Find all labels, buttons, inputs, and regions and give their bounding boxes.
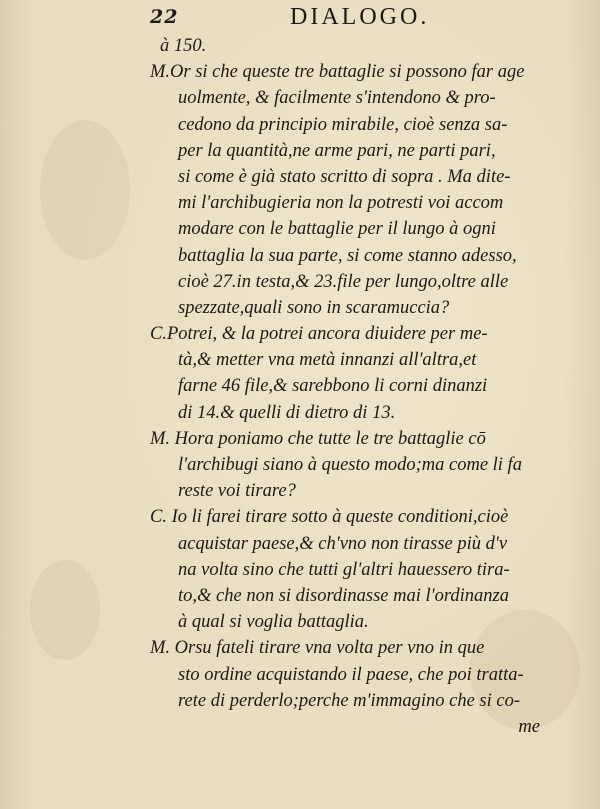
page-number: 22 [150, 6, 179, 28]
text-line: acquistar paese,& ch'vno non tirasse più d'v [178, 533, 508, 554]
text-line: si come è già stato scritto di sopra . Ma dite- [178, 166, 511, 187]
paper-stain [40, 120, 130, 260]
text-line: spezzate,quali sono in scaramuccia? [178, 297, 450, 318]
text-line: to,& che non si disordinasse mai l'ordinanza [178, 585, 509, 606]
text-line: mi l'archibugieria non la potresti voi accom [178, 193, 504, 214]
text-line: M. Hora poniamo che tutte le tre battaglie cō [150, 428, 486, 449]
text-line: à 150. [160, 36, 207, 56]
page-header [150, 4, 570, 32]
text-block [150, 33, 570, 740]
text-line: reste voi tirare? [178, 481, 296, 502]
text-line: M. Orsu fateli tirare vna volta per vno in que [150, 638, 485, 659]
text-line: cioè 27.in testa,& 23.file per lungo,oltre alle [178, 271, 509, 292]
running-title: DIALOGO. [290, 4, 430, 30]
text-line: tà,& metter vna metà innanzi all'altra,et [178, 350, 477, 371]
text-line: cedono da principio mirabile, cioè senza sa- [178, 114, 508, 135]
text-line: C. Io li farei tirare sotto à queste conditioni,cioè [150, 507, 509, 528]
text-line: per la quantità,ne arme pari, ne parti pari, [178, 140, 496, 161]
text-line: M.Or si che queste tre battaglie si possono far age [150, 62, 525, 83]
text-line: di 14.& quelli di dietro di 13. [178, 402, 396, 423]
text-line: modare con le battaglie per il lungo à ogni [178, 219, 496, 240]
text-line: uolmente, & facilmente s'intendono & pro- [178, 88, 496, 109]
paper-stain [30, 560, 100, 660]
text-line: l'archibugi siano à questo modo;ma come li fa [178, 455, 522, 475]
text-line: rete di perderlo;perche m'immagino che si co- [178, 690, 520, 711]
text-line: na volta sino che tutti gl'altri hauessero tira- [178, 559, 510, 580]
text-line: C.Potrei, & la potrei ancora diuidere per me- [150, 324, 488, 345]
text-line: à qual si voglia battaglia. [178, 612, 369, 633]
text-line: sto ordine acquistando il paese, che poi tratta- [178, 664, 524, 685]
text-line: farne 46 file,& sarebbono li corni dinanzi [178, 376, 488, 397]
text-line: battaglia la sua parte, si come stanno adesso, [178, 245, 517, 266]
catchword: me [518, 716, 540, 737]
